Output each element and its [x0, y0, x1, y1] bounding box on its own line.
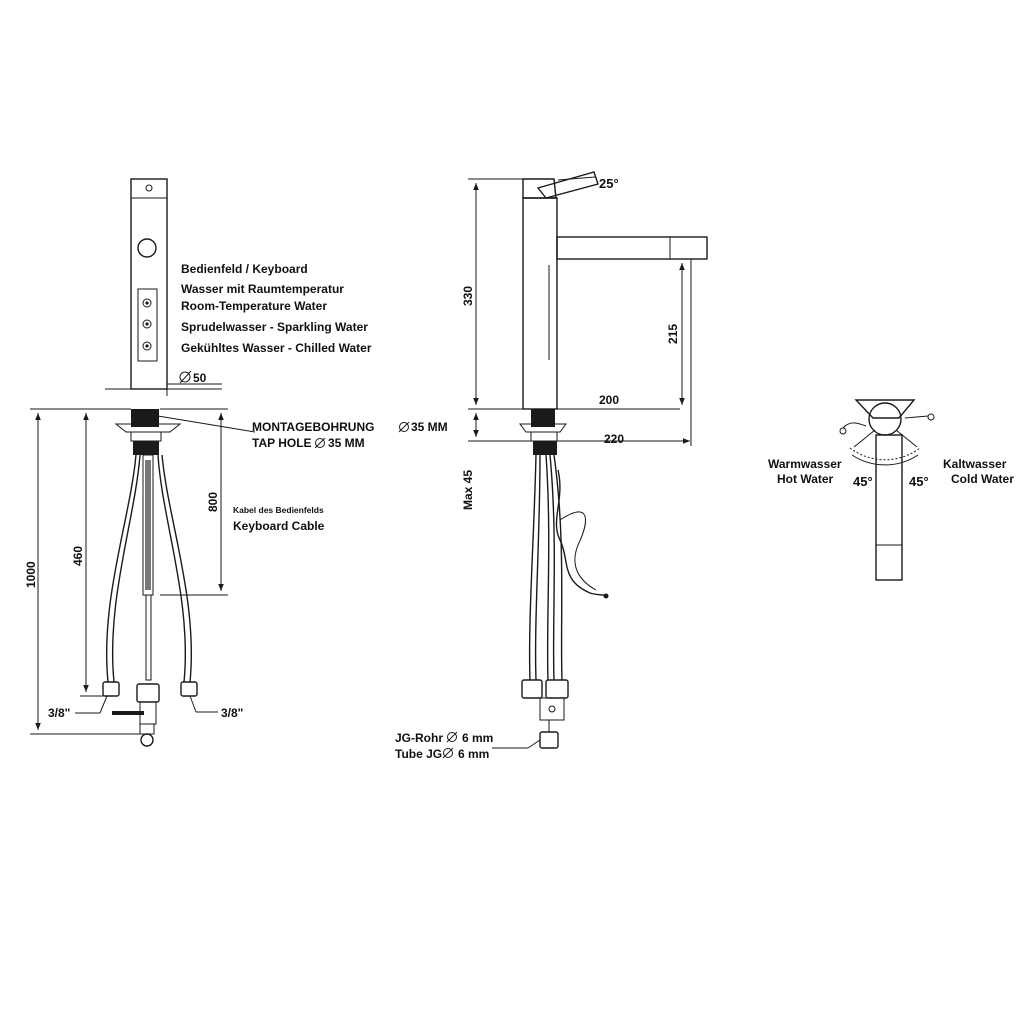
angle-left-label: 45° — [853, 474, 873, 489]
tube-de-dim-label: 6 mm — [462, 731, 494, 745]
warm-en-label: Hot Water — [777, 472, 834, 486]
tap-hole-dim-label: 35 MM — [328, 436, 365, 450]
dim-max45-label: Max 45 — [461, 469, 475, 510]
tap-body — [131, 179, 167, 389]
spout — [557, 237, 707, 259]
control-knob — [138, 239, 156, 257]
side-hole-dim-label: 35 MM — [411, 420, 448, 434]
lever-handle — [538, 172, 598, 198]
sparkling-label: Sprudelwasser - Sparkling Water — [181, 320, 368, 334]
cable-de-label: Kabel des Bedienfelds — [233, 505, 324, 515]
angle-25-label: 25° — [599, 176, 619, 191]
warm-de-label: Warmwasser — [768, 457, 842, 471]
room-water-en-label: Room-Temperature Water — [181, 299, 328, 313]
tube-en-dim-label: 6 mm — [458, 747, 490, 761]
tap-hole-de-label: MONTAGEBOHRUNG — [252, 420, 375, 434]
tube-de-label: JG-Rohr — [395, 731, 443, 745]
thread-right-label: 3/8" — [221, 706, 244, 720]
dim-200-label: 200 — [599, 393, 620, 407]
angle-right-label: 45° — [909, 474, 929, 489]
tap-hole-en-label: TAP HOLE — [252, 436, 312, 450]
button-icon — [143, 320, 151, 328]
cold-en-label: Cold Water — [951, 472, 1014, 486]
dim-460-label: 460 — [71, 545, 85, 566]
room-water-de-label: Wasser mit Raumtemperatur — [181, 282, 344, 296]
hose-fitting — [181, 682, 197, 696]
tube-en-label: Tube JG — [395, 747, 443, 761]
hose-fitting — [103, 682, 119, 696]
chilled-label: Gekühltes Wasser - Chilled Water — [181, 341, 372, 355]
dim-330-label: 330 — [461, 285, 475, 306]
dim-1000-label: 1000 — [24, 561, 38, 588]
front-view — [24, 179, 374, 746]
cold-de-label: Kaltwasser — [943, 457, 1007, 471]
thread-left-label: 3/8" — [48, 706, 71, 720]
diameter-50-label: 50 — [193, 371, 207, 385]
keyboard-label: Bedienfeld / Keyboard — [181, 262, 308, 276]
dim-215-label: 215 — [666, 323, 680, 344]
button-icon — [143, 299, 151, 307]
dim-800-label: 800 — [206, 491, 220, 512]
cable-en-label: Keyboard Cable — [233, 519, 325, 533]
dim-220-label: 220 — [604, 432, 625, 446]
top-view — [768, 400, 1014, 580]
spout-top — [876, 435, 902, 580]
button-icon — [143, 342, 151, 350]
side-view — [395, 172, 707, 761]
